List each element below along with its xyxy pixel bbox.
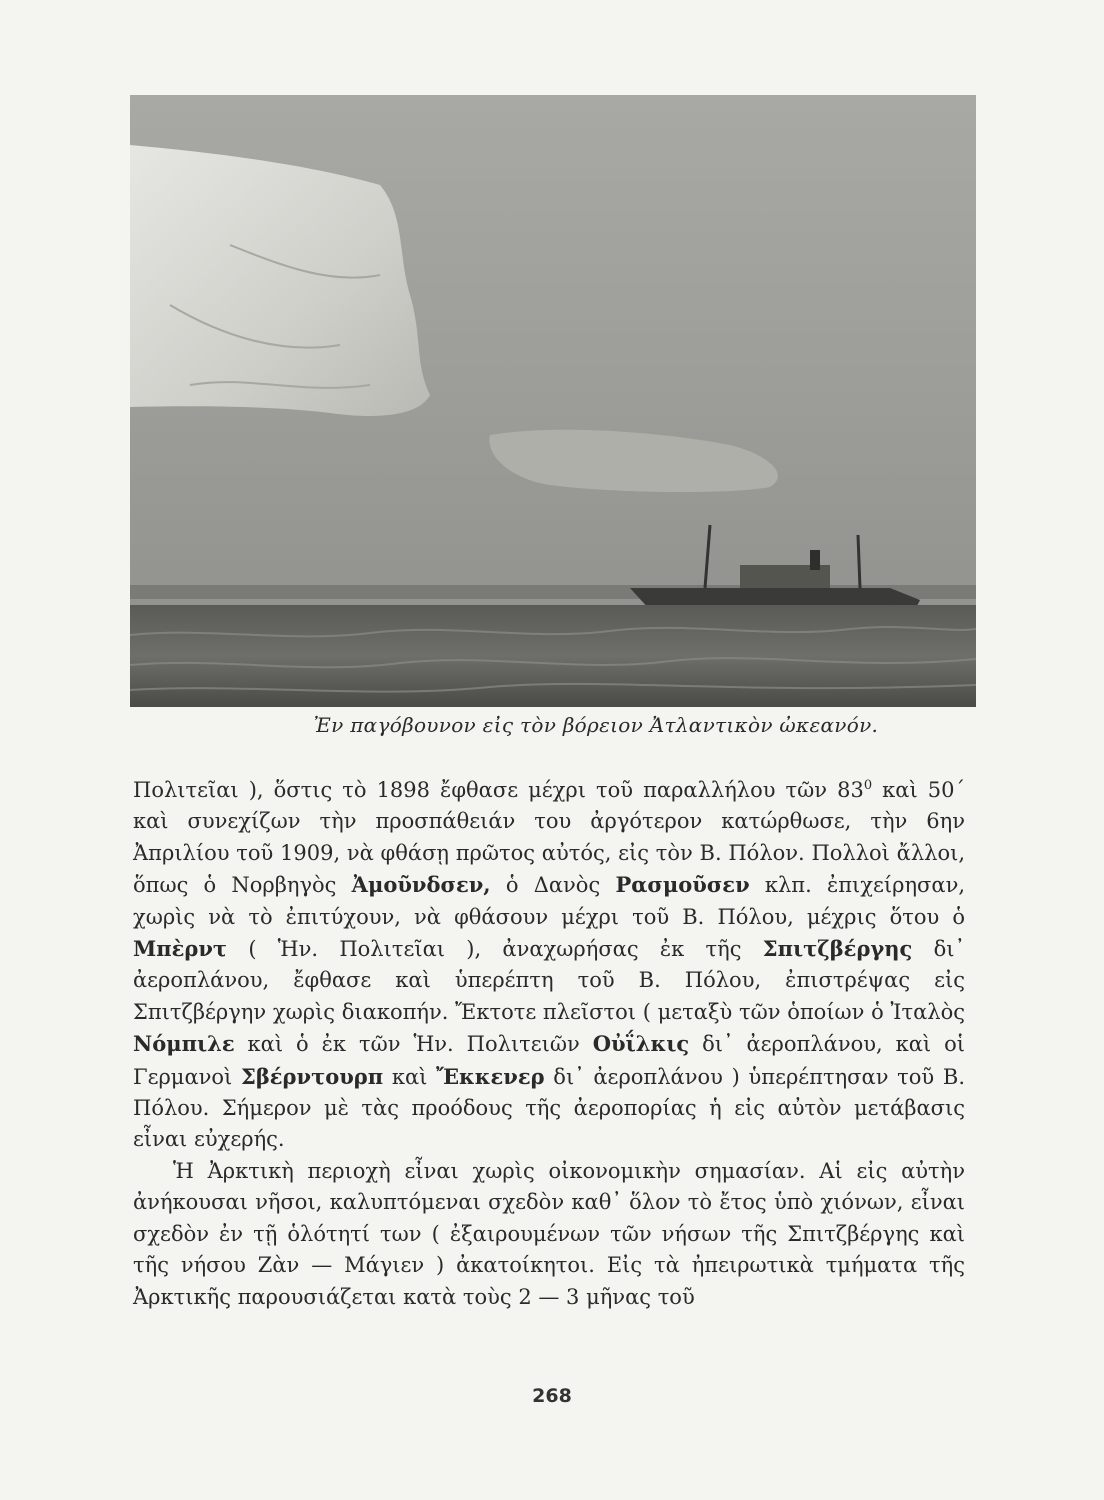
- name-wilkins: Οὐΐλκις: [592, 1031, 690, 1057]
- degree-superscript: 0: [863, 778, 873, 793]
- name-rasmussen: Ρασμοῦσεν: [615, 872, 750, 898]
- name-byrd: Μπὲρντ: [133, 936, 228, 962]
- name-spitsbergen: Σπιτζβέργης: [762, 936, 913, 962]
- sea: [130, 605, 976, 707]
- body-text: [133, 770, 965, 1313]
- paragraph-2: Ἡ Ἀρκτικὴ περιοχὴ εἶναι χωρὶς οἰκονομικὴν σημασίαν. Αἱ εἰς αὐτὴν ἀνήκουσαι νῆσοι, καλυπτόμεναι σχεδὸν καθ᾽ ὅλον τὸ ἔτος ὑπὸ χιόνων, εἶναι σχεδὸν ἐν τῇ ὁλότητί των ( ἐξαιρουμένων τῶν νήσων τῆς Σπιτζβέργης καὶ τῆς νήσου Ζὰν — Μάγιεν ) ἀκατοίκητοι. Εἰς τὰ ἠπειρωτικὰ τμήματα τῆς Ἀρκτικῆς παρουσιάζεται κατὰ τοὺς 2 — 3 μῆνας τοῦ: [133, 1158, 965, 1309]
- name-eckener: Ἔκκενερ: [436, 1063, 545, 1089]
- name-nobile: Νόμπιλε: [133, 1031, 235, 1057]
- iceberg-photo: [130, 95, 976, 707]
- name-schwerdtfeger: Σβέρντουρπ: [240, 1063, 384, 1089]
- paragraph-1: Πολιτεῖαι ), ὅστις τὸ 1898 ἔφθασε μέχρι τοῦ παραλλήλου τῶν $83^0$ καὶ 50΄ καὶ συνεχίζων τὴν προσπάθειάν του ἀργότερον κατώρθωσε, τὴν 6ην Ἀπριλίου τοῦ 1909, νὰ φθάσῃ πρῶτος αὐτός, εἰς τὸν Β. Πόλον. Πολλοὶ ἄλλοι, ὅπως ὁ Νορβηγὸς Ἀμοῦνδσεν, ὁ Δανὸς Ρασμοῦσεν κλπ. ἐπιχείρησαν, χωρὶς νὰ τὸ ἐπιτύχουν, νὰ φθάσουν μέχρι τοῦ Β. Πόλου, μέχρις ὅτου ὁ Μπὲρντ ( Ἡν. Πολιτεῖαι ), ἀναχωρήσας ἐκ τῆς Σπιτζβέργης δι᾽ ἀεροπλάνου, ἔφθασε καὶ ὑπερέπτη τοῦ Β. Πόλου, ἐπιστρέψας εἰς Σπιτζβέργην χωρὶς διακοπήν. Ἔκτοτε πλεῖστοι ( μεταξὺ τῶν ὁποίων ὁ Ἰταλὸς Νόμπιλε καὶ ὁ ἐκ τῶν Ἡν. Πολιτειῶν Οὐΐλκις δι᾽ ἀεροπλάνου, καὶ οἱ Γερμανοὶ Σβέρντουρπ καὶ Ἔκκενερ δι᾽ ἀεροπλάνου ) ὑπερέπτησαν τοῦ Β. Πόλου. Σήμερον μὲ τὰς προόδους τῆς ἀεροπορίας ἡ εἰς αὐτὸν μετάβασις εἶναι εὐχερής.: [133, 778, 966, 1152]
- name-amundsen: Ἀμοῦνδσεν,: [351, 872, 491, 898]
- figure-caption: Ἐν παγόβουνον εἰς τὸν βόρειον Ἀτλαντικὸν ὠκεανόν.: [313, 713, 879, 737]
- page-number: 268: [532, 1385, 572, 1407]
